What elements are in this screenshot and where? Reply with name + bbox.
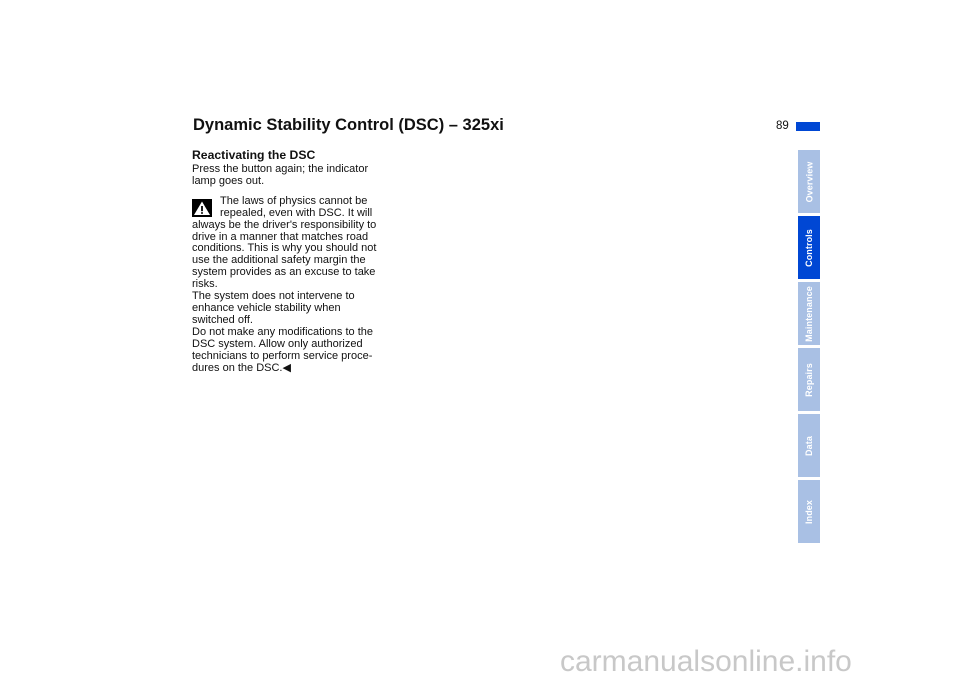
warning-line: technicians to perform service proce- — [192, 349, 373, 362]
tab-overview[interactable] — [798, 150, 820, 213]
warning-line: drive in a manner that matches road — [192, 230, 369, 243]
tab-label: Maintenance — [804, 285, 814, 342]
warning-line: switched off. — [192, 313, 253, 326]
tab-label: Controls — [804, 228, 814, 267]
warning-line: enhance vehicle stability when — [192, 301, 341, 314]
warning-line: conditions. This is why you should not — [192, 242, 377, 255]
tab-maintenance[interactable] — [798, 282, 820, 345]
warning-line: use the additional safety margin the — [192, 254, 366, 267]
warning-line: DSC system. Allow only authorized — [192, 337, 363, 350]
tab-label: Data — [803, 435, 814, 456]
tab-repairs[interactable] — [798, 348, 820, 411]
intro-line: lamp goes out. — [192, 174, 265, 187]
warning-line: dures on the DSC.◀ — [192, 361, 291, 374]
tab-controls[interactable] — [798, 216, 820, 279]
content-column — [192, 148, 397, 374]
warning-triangle-icon — [192, 199, 212, 217]
warning-line: Do not make any modifications to the — [192, 325, 373, 338]
page-number: 89 — [776, 120, 789, 132]
tab-index[interactable] — [798, 480, 820, 543]
warning-line: The laws of physics cannot be — [220, 194, 368, 207]
watermark: carmanualsonline.info — [560, 645, 852, 678]
warning-line: risks. — [192, 278, 218, 291]
tab-data[interactable] — [798, 414, 820, 477]
tab-label: Repairs — [804, 362, 814, 397]
tab-label: Index — [804, 499, 815, 524]
section-heading: Reactivating the DSC — [192, 148, 316, 162]
warning-line: repealed, even with DSC. It will — [220, 206, 373, 219]
warning-block — [192, 196, 397, 375]
warning-line: The system does not intervene to — [192, 290, 355, 303]
intro-line: Press the button again; the indicator — [192, 163, 369, 175]
warning-line: system provides as an excuse to take — [192, 266, 376, 279]
chapter-sidebar — [798, 150, 820, 546]
tab-label: Overview — [804, 161, 815, 202]
page-title: Dynamic Stability Control (DSC) – 325xi — [193, 116, 504, 134]
warning-line: always be the driver's responsibility to — [192, 218, 377, 231]
page-accent-bar — [796, 122, 820, 131]
